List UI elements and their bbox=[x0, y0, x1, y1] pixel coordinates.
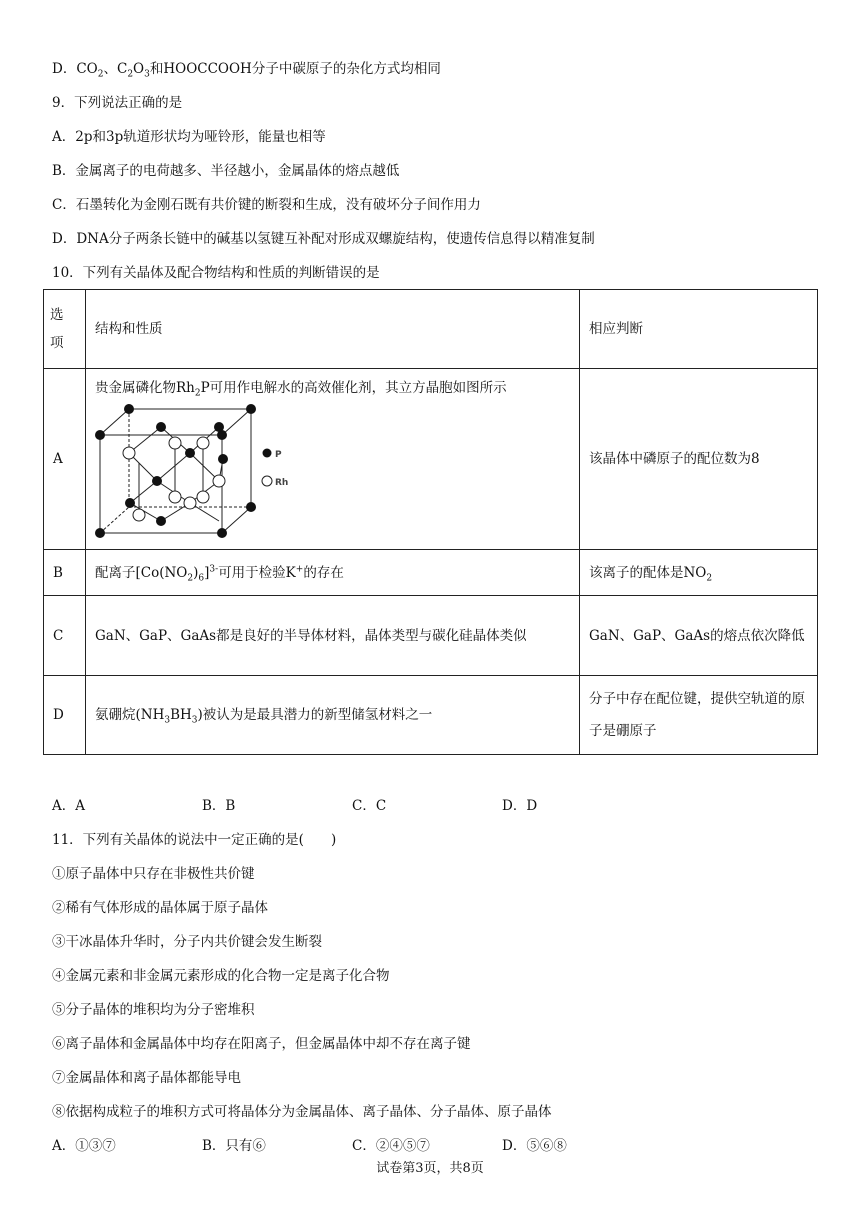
q10-row-b-judgment: 该离子的配体是$NO_2$ bbox=[580, 550, 818, 596]
q10-row-d-label: D bbox=[44, 676, 86, 755]
q11-item-5: ⑤分子晶体的堆积均为分子密堆积 bbox=[52, 1002, 255, 1018]
q9-option-a: A．2p和3p轨道形状均为哑铃形，能量也相等 bbox=[52, 129, 326, 145]
q8-option-d: D．$CO_2$、$C_2O_3$和HOOCCOOH分子中碳原子的杂化方式均相同 bbox=[52, 61, 441, 80]
q10-row-c-judgment: GaN、GaP、GaAs的熔点依次降低 bbox=[580, 596, 818, 676]
q9-option-c: C．石墨转化为金刚石既有共价键的断裂和生成，没有破坏分子间作用力 bbox=[52, 197, 481, 213]
q9-stem: 9．下列说法正确的是 bbox=[52, 95, 183, 111]
q11-item-6: ⑥离子晶体和金属晶体中均存在阳离子，但金属晶体中却不存在离子键 bbox=[52, 1036, 471, 1052]
page-footer: 试卷第3页，共8页 bbox=[376, 1161, 484, 1176]
q10-row-c bbox=[44, 596, 818, 676]
q10-row-a bbox=[44, 369, 818, 550]
q10-row-b-desc: 配离子$[Co(NO_2)_6]^{3-}$可用于检验K+的存在 bbox=[86, 550, 580, 596]
q10-header-judgment: 相应判断 bbox=[580, 290, 818, 369]
q10-header-structure: 结构和性质 bbox=[86, 290, 580, 369]
q11-stem: 11．下列有关晶体的说法中一定正确的是( ) bbox=[52, 832, 337, 848]
q10-row-b-label: B bbox=[44, 550, 86, 596]
q10-row-d bbox=[44, 676, 818, 755]
legend-rh-label: Rh bbox=[275, 478, 289, 488]
q10-answer-d: D．D bbox=[502, 798, 538, 814]
q11-answer-a: A．①③⑦ bbox=[52, 1138, 116, 1154]
q10-answer-b: B．B bbox=[202, 798, 236, 814]
q11-answer-b: B．只有⑥ bbox=[202, 1138, 266, 1154]
q10-answer-a: A．A bbox=[52, 798, 85, 814]
q10-stem: 10．下列有关晶体及配合物结构和性质的判断错误的是 bbox=[52, 265, 380, 281]
legend-rh-marker bbox=[262, 476, 272, 486]
rh2p-unit-cell-diagram bbox=[95, 403, 295, 543]
q10-row-c-label: C bbox=[44, 596, 86, 676]
q11-item-4: ④金属元素和非金属元素形成的化合物一定是离子化合物 bbox=[52, 968, 390, 984]
q10-header-option: 选项 bbox=[44, 290, 86, 369]
q11-item-3: ③干冰晶体升华时，分子内共价键会发生断裂 bbox=[52, 934, 322, 950]
q11-answer-c: C．②④⑤⑦ bbox=[352, 1138, 430, 1154]
unit-cell-figure bbox=[95, 399, 570, 543]
q10-row-a-label: A bbox=[44, 369, 86, 550]
q10-header-row bbox=[44, 290, 818, 369]
q11-item-1: ①原子晶体中只存在非极性共价键 bbox=[52, 866, 255, 882]
q10-table bbox=[43, 289, 818, 755]
legend-p-marker bbox=[263, 449, 272, 458]
q11-item-2: ②稀有气体形成的晶体属于原子晶体 bbox=[52, 900, 268, 916]
q10-row-c-desc: GaN、GaP、GaAs都是良好的半导体材料，晶体类型与碳化硅晶体类似 bbox=[86, 596, 580, 676]
q9-option-d: D．DNA分子两条长链中的碱基以氢键互补配对形成双螺旋结构，使遗传信息得以精准复制 bbox=[52, 231, 595, 247]
q11-item-7: ⑦金属晶体和离子晶体都能导电 bbox=[52, 1070, 241, 1086]
q10-row-a-desc bbox=[86, 369, 580, 550]
q10-answer-c: C．C bbox=[352, 798, 387, 814]
legend-p-label: P bbox=[275, 450, 282, 460]
q10-row-a-desc-text: 贵金属磷化物$Rh_2P$可用作电解水的高效催化剂，其立方晶胞如图所示 bbox=[95, 380, 507, 399]
q11-answer-d: D．⑤⑥⑧ bbox=[502, 1138, 567, 1154]
q11-item-8: ⑧依据构成粒子的堆积方式可将晶体分为金属晶体、离子晶体、分子晶体、原子晶体 bbox=[52, 1104, 552, 1120]
q10-row-d-judgment: 分子中存在配位键，提供空轨道的原子是硼原子 bbox=[580, 676, 818, 755]
q10-row-b bbox=[44, 550, 818, 596]
q9-option-b: B．金属离子的电荷越多、半径越小，金属晶体的熔点越低 bbox=[52, 163, 400, 179]
q10-row-a-judgment: 该晶体中磷原子的配位数为8 bbox=[580, 369, 818, 550]
q10-row-d-desc: 氨硼烷$(NH_3BH_3)$被认为是最具潜力的新型储氢材料之一 bbox=[86, 676, 580, 755]
